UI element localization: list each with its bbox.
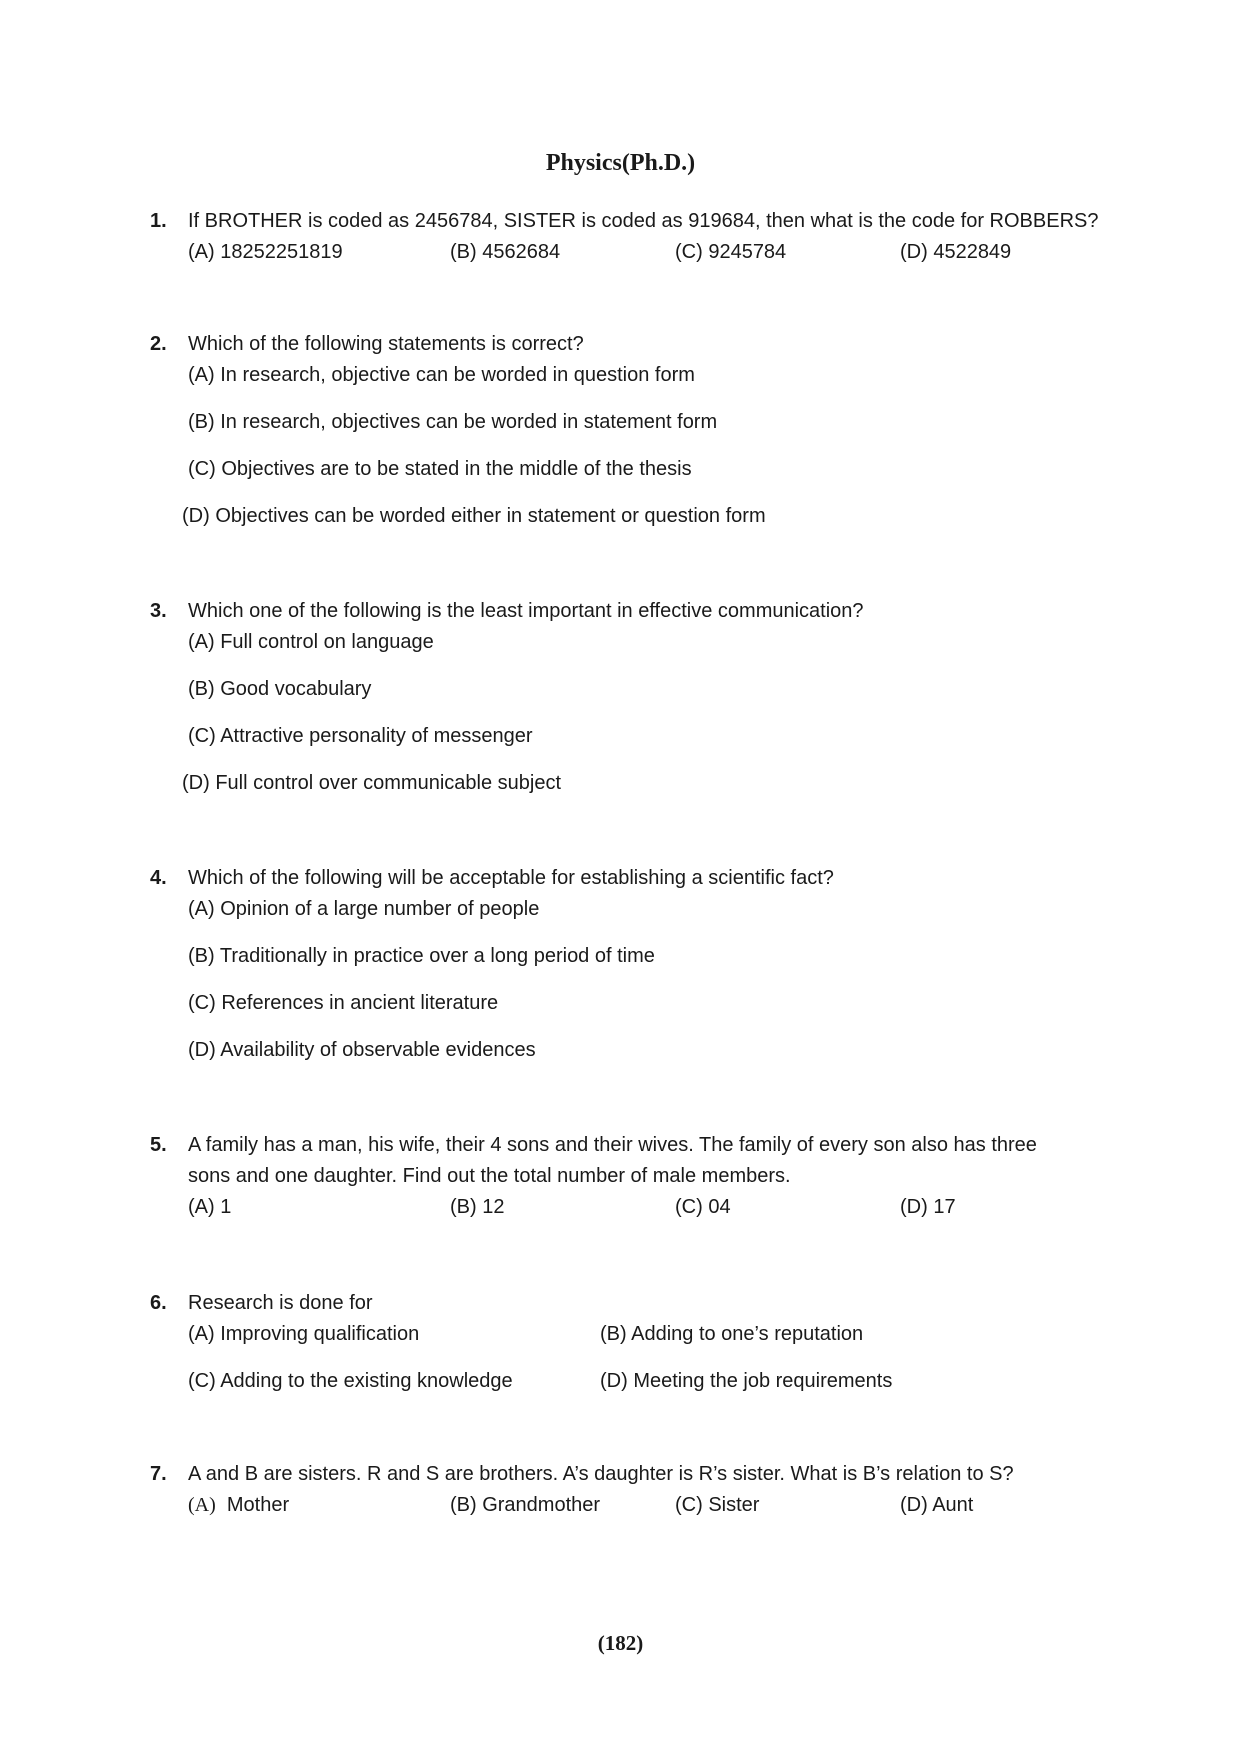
option-d: (D) Objectives can be worded either in statement or question form (182, 505, 766, 527)
option-a: (A) 1 (188, 1196, 232, 1218)
question-number: 5. (150, 1134, 167, 1156)
option-a-text: Mother (226, 1494, 290, 1516)
options-list (188, 894, 1110, 1066)
option-c: (C) Adding to the existing knowledge (188, 1370, 513, 1392)
question-text: 3. Which one of the following is the least important in effective communication? (150, 596, 1110, 627)
question-6 (150, 1288, 1110, 1413)
option-d: (D) Availability of observable evidences (188, 1039, 536, 1061)
option-b: (B) Good vocabulary (188, 678, 372, 700)
option-b: (B) Grandmother (450, 1494, 601, 1516)
option-c: (C) References in ancient literature (188, 992, 499, 1014)
question-number: 2. (150, 333, 167, 355)
page-title: Physics(Ph.D.) (545, 150, 696, 176)
options-list (182, 627, 1110, 799)
options-list (182, 360, 1110, 532)
question-7 (150, 1459, 1110, 1521)
option-d: (D) Full control over communicable subject (182, 772, 562, 794)
option-d: (D) 17 (900, 1196, 956, 1218)
option-d: (D) 4522849 (900, 241, 1012, 263)
option-c: (C) Attractive personality of messenger (188, 725, 533, 747)
question-text: 2. Which of the following statements is correct? (150, 329, 1110, 360)
option-c: (C) Sister (675, 1494, 760, 1516)
option-b: (B) Adding to one’s reputation (600, 1323, 864, 1345)
options-row (188, 1319, 1110, 1350)
options-row (188, 1366, 1110, 1397)
page-number: (182) (597, 1631, 644, 1655)
question-5 (150, 1130, 1110, 1223)
option-d: (D) Meeting the job requirements (600, 1370, 893, 1392)
option-a: (A) 18252251819 (188, 241, 343, 263)
question-3 (150, 596, 1110, 799)
option-c: (C) 9245784 (675, 241, 787, 263)
question-number: 6. (150, 1292, 167, 1314)
option-d: (D) Aunt (900, 1494, 974, 1516)
option-a: (A) Full control on language (188, 631, 434, 653)
option-a: (A) Improving qualification (188, 1323, 420, 1345)
question-text: 6. Research is done for (150, 1288, 1110, 1319)
option-b: (B) 12 (450, 1196, 505, 1218)
question-text: 1. If BROTHER is coded as 2456784, SISTER is coded as 919684, then what is the code for ROBBERS? (150, 206, 1110, 237)
option-a: (A) In research, objective can be worded in question form (188, 364, 695, 386)
question-text: 5. A family has a man, his wife, their 4 sons and their wives. The family of every son also has three sons and one daughter. Find out the total number of male members. (150, 1130, 1110, 1192)
question-number: 1. (150, 210, 167, 232)
question-number: 4. (150, 867, 167, 889)
option-a (188, 1490, 289, 1521)
question-text: 7. A and B are sisters. R and S are brothers. A’s daughter is R’s sister. What is B’s relation to S? (150, 1459, 1110, 1490)
options-row (188, 1490, 1110, 1521)
options-grid (188, 1319, 1110, 1397)
option-c: (C) 04 (675, 1196, 731, 1218)
option-a: (A) Opinion of a large number of people (188, 898, 540, 920)
option-b: (B) In research, objectives can be worded in statement form (188, 411, 718, 433)
question-number: 3. (150, 600, 167, 622)
option-c: (C) Objectives are to be stated in the middle of the thesis (188, 458, 692, 480)
options-row (188, 237, 1110, 268)
question-number: 7. (150, 1463, 167, 1485)
question-2 (150, 329, 1110, 532)
option-b: (B) Traditionally in practice over a long period of time (188, 945, 655, 967)
option-a-label: (A) (188, 1494, 216, 1516)
question-4 (150, 863, 1110, 1066)
option-b: (B) 4562684 (450, 241, 561, 263)
options-row (188, 1192, 1110, 1223)
question-text: 4. Which of the following will be acceptable for establishing a scientific fact? (150, 863, 1110, 894)
question-1 (150, 206, 1110, 268)
